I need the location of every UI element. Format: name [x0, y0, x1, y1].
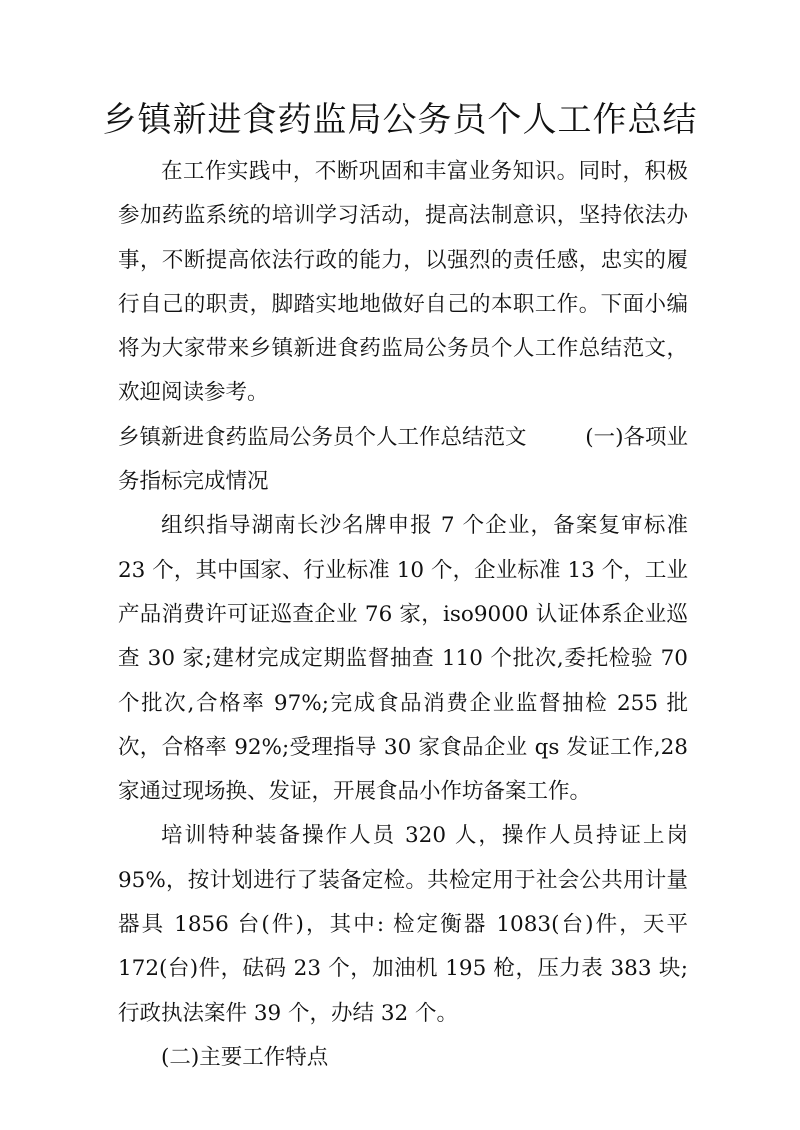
paragraph-equipment: 培训特种装备操作人员 320 人，操作人员持证上岗 95%，按计划进行了装备定检。共检定用于社会公共用计量器具 1856 台(件)，其中: 检定衡器 1083(台)件，天平 172(台)件，砝码 23 个，加油机 195 枪，压力表 383 块;行政执法案件 39 个，办结 32 个。	[118, 823, 688, 1026]
document-title: 乡镇新进食药监局公务员个人工作总结	[102, 100, 698, 140]
item1-heading-start: (一)各项业	[585, 424, 688, 450]
intro-paragraph: 在工作实践中，不断巩固和丰富业务知识。同时，积极参加药监系统的培训学习活动，提高法制意识，坚持依法办事，不断提高依法行政的能力，以强烈的责任感，忠实的履行自己的职责，脚踏实地地做好自己的本职工作。下面小编将为大家带来乡镇新进食药监局公务员个人工作总结范文，欢迎阅读参考。	[118, 159, 688, 406]
paragraph-indicators: 组织指导湖南长沙名牌申报 7 个企业，备案复审标准 23 个，其中国家、行业标准 10 个，企业标准 13 个，工业产品消费许可证巡查企业 76 家，iso9000 认证体系企业巡查 30 家;建材完成定期监督抽查 110 个批次,委托检验 70 个批次,合格率 97%;完成食品消费企业监督抽检 255 批次，合格率 92%;受理指导 30 家食品企业 qs 发证工作,28 家通过现场换、发证，开展食品小作坊备案工作。	[118, 513, 688, 805]
document-body	[118, 150, 688, 1080]
item1-heading-end: 务指标完成情况	[118, 469, 269, 495]
section-title: 乡镇新进食药监局公务员个人工作总结范文	[118, 424, 527, 450]
section-heading-line	[118, 416, 688, 460]
item2-heading: (二)主要工作特点	[161, 1044, 329, 1070]
